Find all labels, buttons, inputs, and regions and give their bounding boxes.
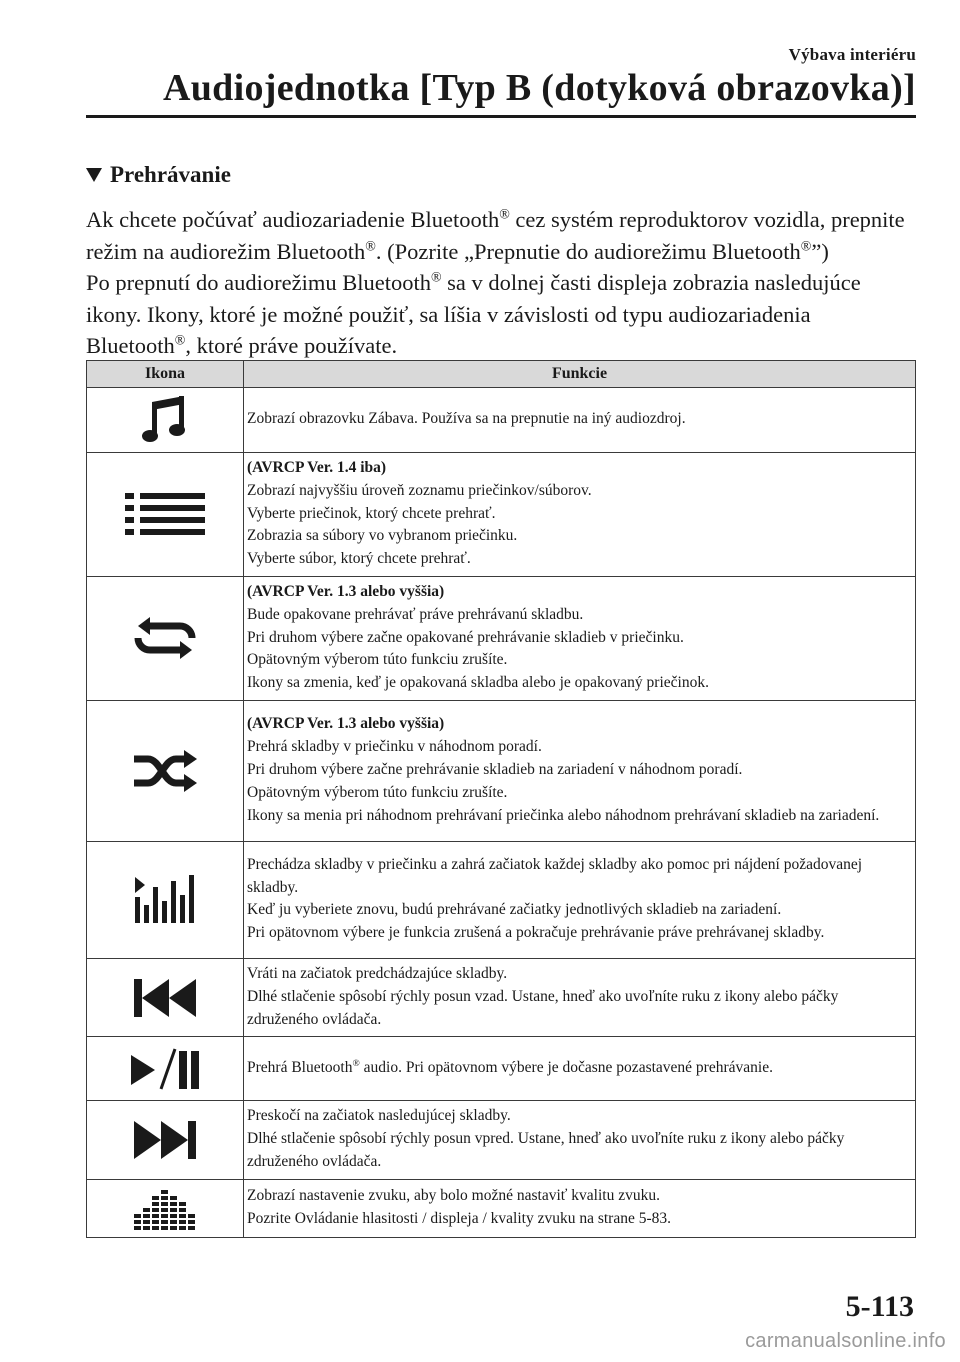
section-heading	[86, 162, 231, 188]
icon-cell	[87, 700, 244, 841]
icon-cell	[87, 453, 244, 577]
table-row	[87, 576, 916, 700]
shuffle-icon	[130, 749, 200, 793]
icon-cell	[87, 841, 244, 958]
intro-paragraph-1: Ak chcete počúvať audiozariadenie Bluetooth® cez systém reproduktorov vozidla, prepnite režim na audiorežim Bluetooth®. (Pozrite „Prepnutie do audiorežimu Bluetooth®”)	[86, 207, 905, 264]
icon-cell	[87, 1101, 244, 1179]
column-header-icon: Ikona	[87, 361, 244, 388]
function-cell: Prechádza skladby v priečinku a zahrá začiatok každej skladby ako pomoc pri nájdení požadovanej skladby. Keď ju vyberiete znovu, budú prehrávané začiatky jednotlivých skladieb na zariadení. Pri opätovnom výbere je funkcia zrušená a pokračuje prehrávanie práve prehrávanej skladby.	[244, 841, 916, 958]
header-rule	[86, 115, 916, 118]
list-icon	[125, 492, 205, 536]
icon-function-table	[86, 360, 916, 1238]
function-cell: Zobrazí nastavenie zvuku, aby bolo možné nastaviť kvalitu zvuku. Pozrite Ovládanie hlasitosti / displeja / kvality zvuku na strane 5-83.	[244, 1179, 916, 1237]
function-cell: (AVRCP Ver. 1.3 alebo vyššia) Bude opakovane prehrávať práve prehrávanú skladbu. Pri druhom výbere začne opakované prehrávanie skladieb v priečinku. Opätovným výberom túto funkciu zrušíte. Ikony sa zmenia, keď je opakovaná skladba alebo je opakovaný priečinok.	[244, 576, 916, 700]
function-cell: (AVRCP Ver. 1.4 iba) Zobrazí najvyššiu úroveň zoznamu priečinkov/súborov. Vyberte priečinok, ktorý chcete prehrať. Zobrazia sa súbory vo vybranom priečinku. Vyberte súbor, ktorý chcete prehrať.	[244, 453, 916, 577]
music-note-icon	[140, 394, 190, 446]
function-cell: Vráti na začiatok predchádzajúce skladby. Dlhé stlačenie spôsobí rýchly posun vzad. Ustane, hneď ako uvoľníte ruku z ikony alebo páčky združeného ovládača.	[244, 958, 916, 1036]
function-cell: Zobrazí obrazovku Zábava. Používa sa na prepnutie na iný audiozdroj.	[244, 388, 916, 453]
page-title: Audiojednotka [Typ B (dotyková obrazovka)]	[163, 67, 916, 109]
icon-cell	[87, 1037, 244, 1101]
next-track-icon	[134, 1121, 196, 1159]
equalizer-icon	[134, 1186, 196, 1230]
play-pause-icon	[129, 1047, 201, 1091]
function-cell: Preskočí na začiatok nasledujúcej skladby. Dlhé stlačenie spôsobí rýchly posun vpred. Ustane, hneď ako uvoľníte ruku z ikony alebo páčky združeného ovládača.	[244, 1101, 916, 1179]
table-row	[87, 958, 916, 1036]
icon-cell	[87, 576, 244, 700]
column-header-function: Funkcie	[244, 361, 916, 388]
section-heading-text: Prehrávanie	[110, 162, 231, 187]
function-cell: Prehrá Bluetooth® audio. Pri opätovnom výbere je dočasne pozastavené prehrávanie.	[244, 1037, 916, 1101]
icon-cell	[87, 1179, 244, 1237]
watermark: carmanualsonline.info	[745, 1330, 946, 1352]
intro-text	[86, 204, 921, 362]
icon-cell	[87, 388, 244, 453]
table-row	[87, 1037, 916, 1101]
page-number: 5-113	[845, 1290, 914, 1323]
table-row	[87, 1101, 916, 1179]
icon-cell	[87, 958, 244, 1036]
header-section-label: Výbava interiéru	[788, 45, 916, 64]
table-row	[87, 453, 916, 577]
triangle-bullet-icon	[86, 168, 102, 182]
table-row	[87, 841, 916, 958]
table-header-row	[87, 361, 916, 388]
intro-paragraph-2: Po prepnutí do audiorežimu Bluetooth® sa v dolnej časti displeja zobrazia nasledujúce ikony. Ikony, ktoré je možné použiť, sa líšia v závislosti od typu audiozariadenia Bluetooth®, ktoré práve používate.	[86, 270, 861, 358]
table-row	[87, 1179, 916, 1237]
function-cell: (AVRCP Ver. 1.3 alebo vyššia) Prehrá skladby v priečinku v náhodnom poradí. Pri druhom výbere začne prehrávanie skladieb na zariadení v náhodnom poradí. Opätovným výberom túto funkciu zrušíte. Ikony sa menia pri náhodnom prehrávaní priečinka alebo náhodnom prehrávaní skladieb na zariadení.	[244, 700, 916, 841]
previous-track-icon	[134, 979, 196, 1017]
repeat-icon	[130, 616, 200, 660]
scan-icon	[135, 875, 195, 925]
table-row	[87, 388, 916, 453]
table-row	[87, 700, 916, 841]
